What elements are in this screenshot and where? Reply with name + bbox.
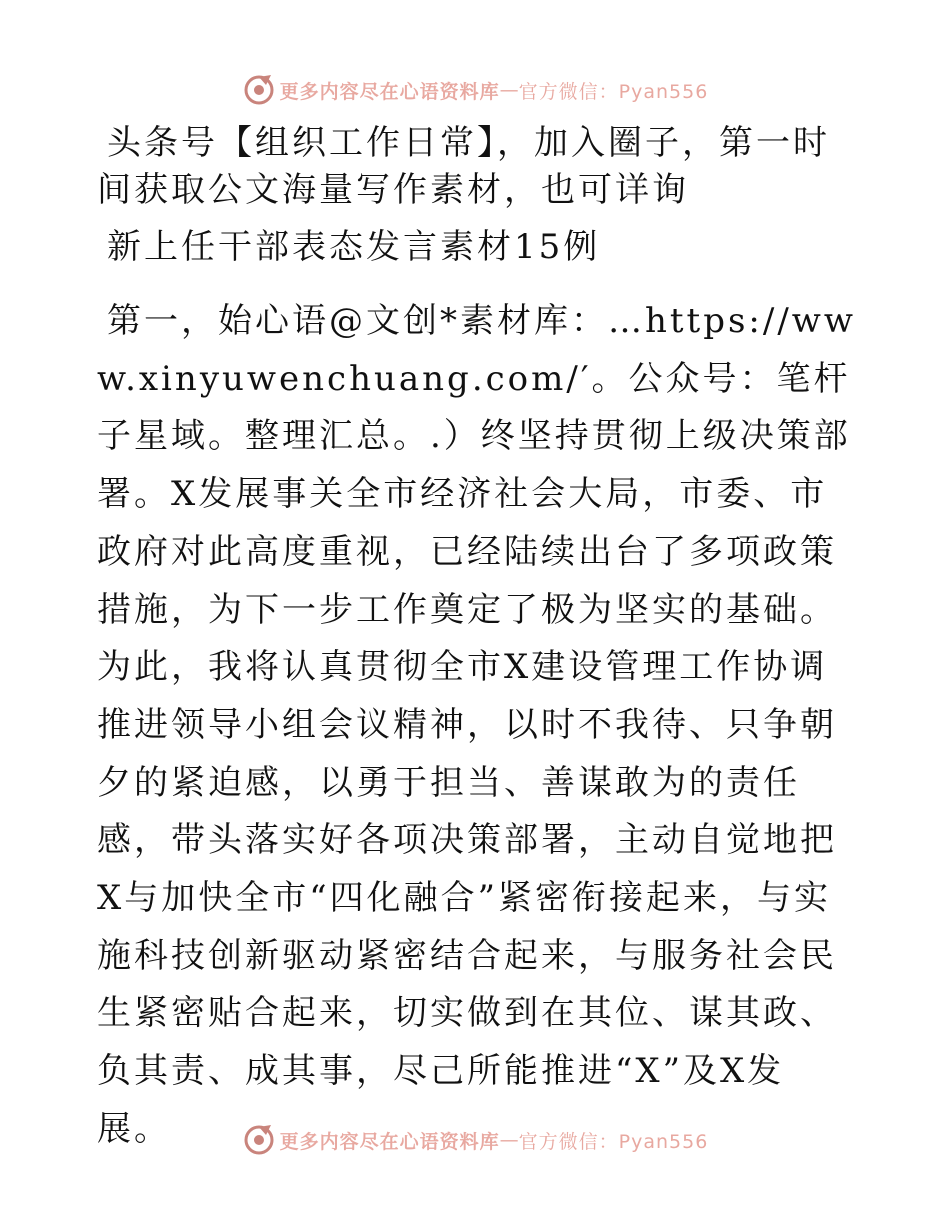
watermark-banner-top	[0, 70, 950, 110]
watermark-dash: —	[499, 79, 519, 101]
brand-logo-icon	[242, 73, 276, 107]
watermark-contact: 官方微信：Pyan556	[518, 80, 709, 103]
watermark-label: 更多内容尽在心语资料库	[279, 1130, 500, 1153]
intro-paragraph: 头条号【组织工作日常】，加入圈子，第一时间获取公文海量写作素材，也可详询	[97, 123, 830, 210]
document-body	[97, 120, 857, 1183]
watermark-banner-bottom	[0, 1120, 950, 1160]
watermark-contact: 官方微信：Pyan556	[518, 1130, 709, 1153]
body-paragraph	[97, 293, 857, 1159]
watermark-dash: —	[499, 1129, 519, 1151]
document-title: 新上任干部表态发言素材15例	[107, 227, 601, 267]
watermark-label: 更多内容尽在心语资料库	[279, 80, 500, 103]
body-text: 第一，始心语@文创*素材库：…https://www.xinyuwenchuang.com/′。公众号：笔杆子星域。整理汇总。.）终坚持贯彻上级决策部署。X发展事关全市经济社会大局，市委、市政府对此高度重视，已经陆续出台了多项政策措施，为下一步工作奠定了极为坚实的基础。为此，我将认真贯彻全市X建设管理工作协调推进领导小组会议精神，以时不我待、只争朝夕的紧迫感，以勇于担当、善谋敢为的责任感，带头落实好各项决策部署，主动自觉地把X与加快全市“四化融合”紧密衔接起来，与实施科技创新驱动紧密结合起来，与服务社会民生紧密贴合起来，切实做到在其位、谋其政、负其责、成其事，尽己所能推进“X”及X发展。	[97, 301, 857, 1149]
brand-logo-icon	[242, 1123, 276, 1157]
